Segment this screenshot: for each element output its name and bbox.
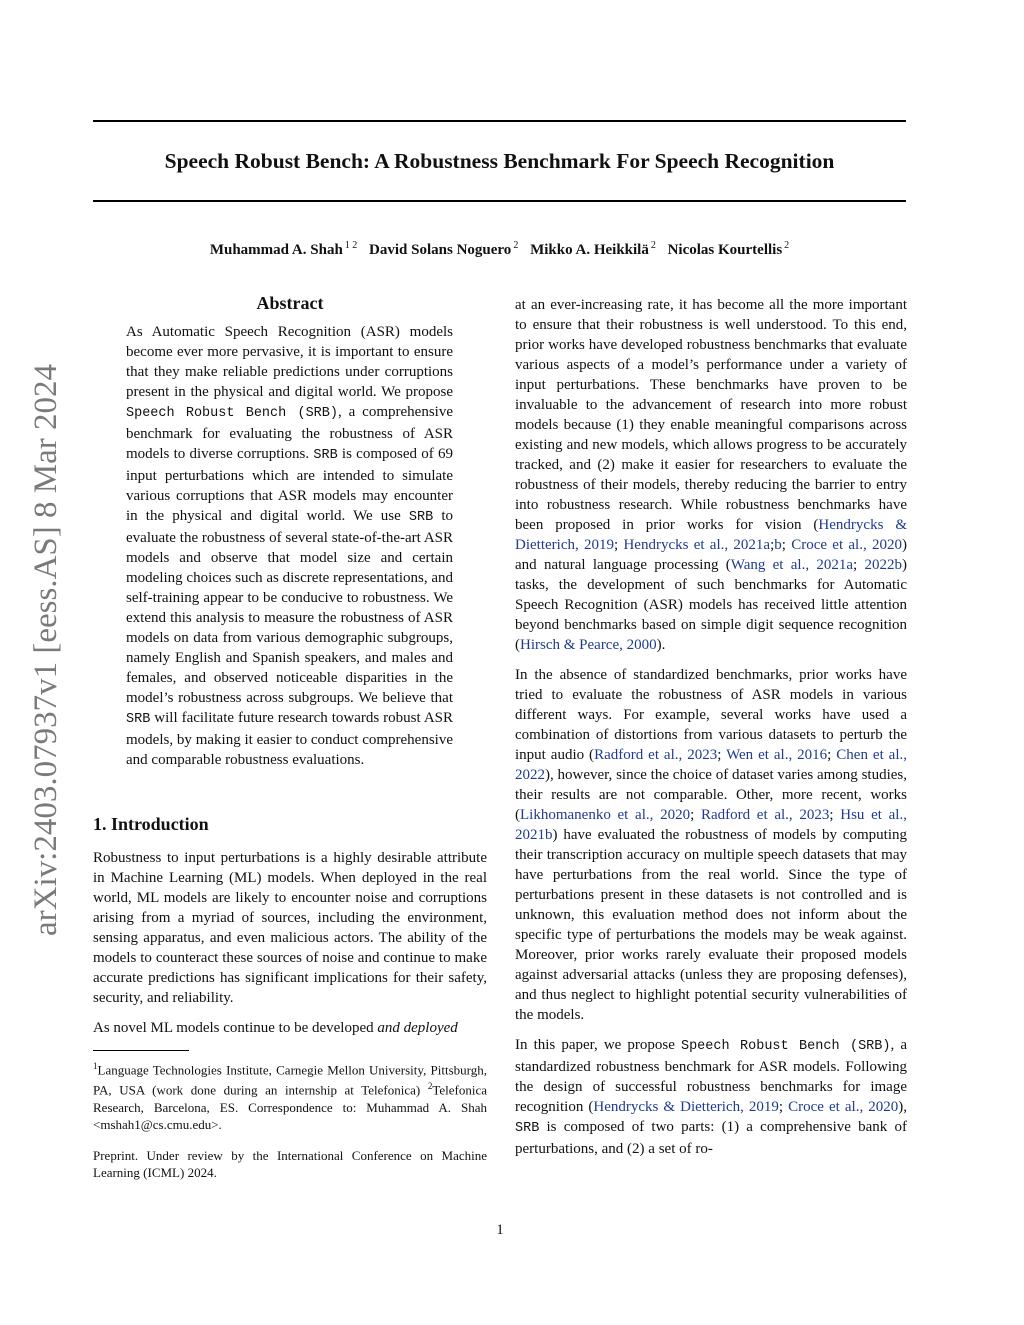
citation-link[interactable]: Hendrycks et al., 2021a xyxy=(623,537,771,553)
citation-link[interactable]: Radford et al., 2023 xyxy=(594,747,718,763)
citation-link[interactable]: Wen et al., 2016 xyxy=(726,747,828,763)
author: Muhammad A. Shah $^{1 2}$ xyxy=(209,240,358,258)
section-heading-introduction: 1. Introduction xyxy=(93,814,209,834)
citation-link[interactable]: Hsu et al., 2021b xyxy=(515,807,907,843)
paper-title: Speech Robust Bench: A Robustness Benchmark For Speech Recognition xyxy=(164,149,835,173)
body-paragraph: In the absence of standardized benchmarks, prior works have tried to evaluate the robustness of ASR models in various different ways. For example, several works have used a combination of distortions from various datasets to perturb the input audio (Radford et al., 2023; Wen et al., 2016; Chen et al., 2022), however, since the choice of dataset varies among studies, their results are not comparable. Other, more recent, works (Likhomanenko et al., 2020; Radford et al., 2023; Hsu et al., 2021b) have evaluated the robustness of models by computing their transcription accuracy on multiple speech datasets that may have perturbations from the real world. Since the type of perturbations present in these datasets is not controlled and is unknown, this evaluation method does not inform about the specific type of perturbations the models may be weak against. Moreover, prior works rarely evaluate their proposed models against adversarial attacks (unless they are proposing defenses), and thus neglect to highlight potential security vulnerabilities of the models. xyxy=(515,667,908,1023)
citation-link[interactable]: b xyxy=(774,537,782,553)
footnote-rule xyxy=(93,1050,189,1051)
citation-link[interactable]: Hirsch & Pearce, 2000 xyxy=(520,637,657,653)
arxiv-side-label: arXiv:2403.07937v1 [eess.AS] 8 Mar 2024 xyxy=(28,364,64,936)
footnote-preprint: Preprint. Under review by the International Conference on Machine Learning (ICML) 2024. xyxy=(93,1147,487,1180)
body-paragraph: In this paper, we propose Speech Robust Bench (SRB), a standardized robustness benchmark for ASR models. Following the design of successful robustness benchmarks for image recognition (Hendrycks & Dietterich, 2019; Croce et al., 2020), SRB is composed of two parts: (1) a comprehensive bank of perturbations, and (2) a set of ro- xyxy=(515,1037,908,1157)
citation-link[interactable]: Radford et al., 2023 xyxy=(700,807,830,823)
body-paragraph: at an ever-increasing rate, it has become all the more important to ensure that their robustness is well understood. To this end, prior works have developed robustness benchmarks that evaluate various aspects of a model’s performance under a variety of input perturbations. These benchmarks have proven to be invaluable to the advancement of research into more robust models because (1) they enable meaningful comparisons across existing and new models, which allows progress to be accurately tracked, and (2) make it easier for researchers to evaluate the robustness of their models, thereby reducing the barrier to entry into robustness research. While robustness benchmarks have been proposed in prior works for vision (Hendrycks & Dietterich, 2019; Hendrycks et al., 2021a;b; Croce et al., 2020) and natural language processing (Wang et al., 2021a; 2022b) tasks, the development of such benchmarks for Automatic Speech Recognition (ASR) models has received little attention beyond benchmarks based on simple digit sequence recognition (Hirsch & Pearce, 2000). xyxy=(515,297,908,653)
intro-paragraph: As novel ML models continue to be developed and deployed xyxy=(93,1020,458,1036)
citation-link[interactable]: Croce et al., 2020 xyxy=(788,1099,899,1115)
page-number: 1 xyxy=(496,1222,504,1238)
title-bottom-rule xyxy=(93,200,906,202)
citation-link[interactable]: Wang et al., 2021a xyxy=(730,557,854,573)
citation-link[interactable]: 2022b xyxy=(864,557,903,573)
citation-link[interactable]: Croce et al., 2020 xyxy=(791,537,902,553)
citation-link[interactable]: Likhomanenko et al., 2020 xyxy=(520,807,691,823)
author: Nicolas Kourtellis $^2$ xyxy=(667,240,790,258)
citation-link[interactable]: Hendrycks & Dietterich, 2019 xyxy=(515,517,907,553)
abstract-heading: Abstract xyxy=(256,293,324,313)
footnote-affiliations: $^1$Language Technologies Institute, Carnegie Mellon University, Pittsburgh, PA, USA (work done during an internship at Telefonica) $^2$Telefonica Research, Barcelona, ES. Correspondence to: Muhammad A. Shah <mshah1@cs.cmu.edu>. xyxy=(93,1061,487,1132)
right-column xyxy=(515,295,907,1169)
intro-paragraph: Robustness to input perturbations is a highly desirable attribute in Machine Learning (ML) models. When deployed in the real world, ML models are likely to encounter noise and corruptions arising from a myriad of sources, including the environment, sensing apparatus, and even malicious actors. The ability of the models to counteract these sources of noise and continue to make accurate predictions has significant implications for their safety, security, and reliability. xyxy=(93,850,487,1006)
title-top-rule xyxy=(93,120,906,122)
abstract-body: As Automatic Speech Recognition (ASR) models become ever more pervasive, it is important to ensure that they make reliable predictions under corruptions present in the physical and digital world. We propose Speech Robust Bench (SRB), a comprehensive benchmark for evaluating the robustness of ASR models to diverse corruptions. SRB is composed of 69 input perturbations which are intended to simulate various corruptions that ASR models may encounter in the physical and digital world. We use SRB to evaluate the robustness of several state-of-the-art ASR models and observe that model size and certain modeling choices such as discrete representations, and self-training appear to be conducive to robustness. We extend this analysis to measure the robustness of ASR models on data from various demographic subgroups, namely English and Spanish speakers, and males and females, and observed noticeable disparities in the model’s robustness across subgroups. We believe that SRB will facilitate future research towards robust ASR models, by making it easier to conduct comprehensive and comparable robustness evaluations. xyxy=(126,324,453,768)
citation-link[interactable]: Chen et al., 2022 xyxy=(515,747,908,783)
author: David Solans Noguero $^2$ xyxy=(369,240,519,258)
citation-link[interactable]: Hendrycks & Dietterich, 2019 xyxy=(593,1099,779,1115)
left-column xyxy=(93,290,487,1189)
author-list xyxy=(93,235,906,261)
author: Mikko A. Heikkilä $^2$ xyxy=(530,240,656,258)
